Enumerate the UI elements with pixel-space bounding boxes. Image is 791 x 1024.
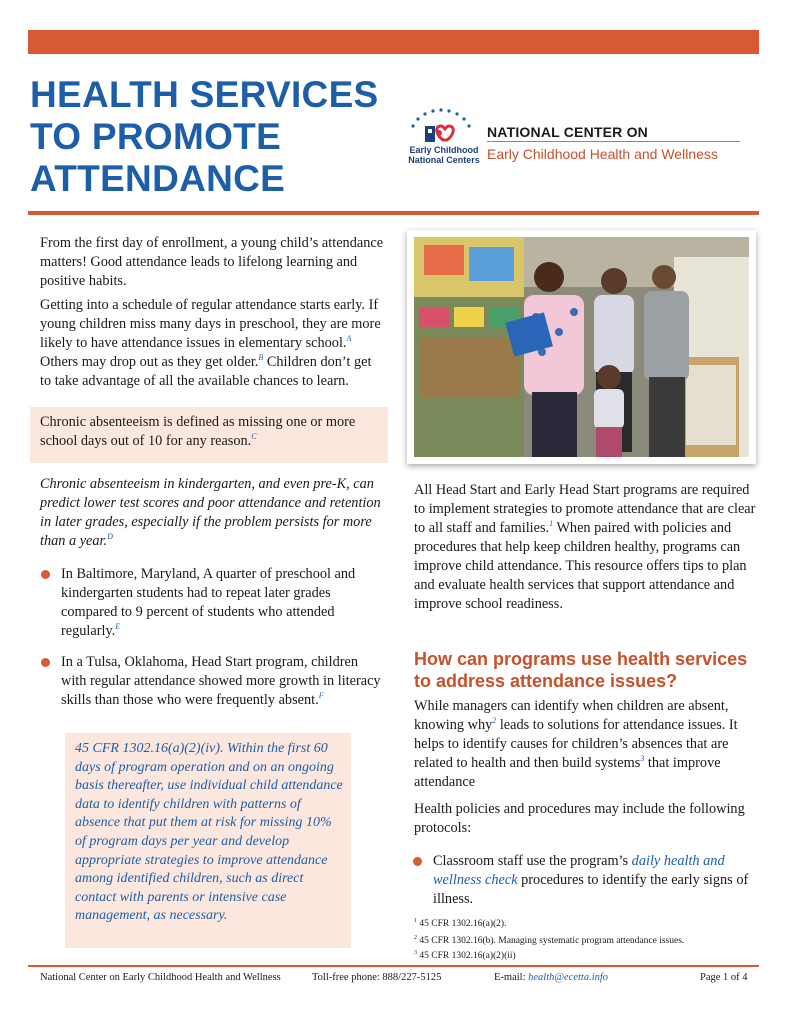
bullet-dot-icon [41,570,50,579]
title-line-1: HEALTH SERVICES [30,74,379,115]
title-line-2: TO PROMOTE [30,116,282,157]
classroom-photo-image [414,237,749,457]
daily-health-check-link[interactable]: daily health and wellness check [433,853,725,888]
footer-org: National Center on Early Childhood Health and Wellness [40,972,281,983]
top-accent-bar [28,30,759,54]
email-link[interactable]: health@ecetta.info [528,972,609,983]
center-name-line-1: NATIONAL CENTER ON [487,124,648,140]
bullet-tulsa: In a Tulsa, Oklahoma, Head Start program, children with regular attendance showed more growth in literacy skills than those who were frequently absent.$^F$ [61,653,386,710]
header-divider [28,211,759,215]
center-name-line-2: Early Childhood Health and Wellness [487,146,718,162]
section-heading: How can programs use health services to address attendance issues? [414,649,748,691]
footnote-1: $^1$ 45 CFR 1302.16(a)(2). [414,918,507,930]
managers-paragraph: While managers can identify when children are absent, knowing why$^2$ leads to solutions for attendance issues. It helps to identify causes for children’s absences that are related to health and then build systems$^3$ that improve attendance [414,698,738,790]
regulation-box: 45 CFR 1302.16(a)(2)(iv). Within the first 60 days of program operation and on an ongoing basis thereafter, use individual child attendance data to identify children with patterns of absence that put them at risk for missing 10% of program days per year and develop appropriate strategies to improve attendance among identified children, such as direct contact with parents or intensive case management, as necessary. [65,733,351,948]
footer-email: E-mail: health@ecetta.info [494,972,609,983]
footnote-2: $^2$ 45 CFR 1302.16(b). Managing systematic program attendance issues. [414,935,685,947]
bullet-daily-health-check: Classroom staff use the program’s daily health and wellness check procedures to identify the early signs of illness. [433,852,758,909]
center-name-rule [487,141,740,142]
footer-rule [28,965,759,967]
footnote-3: $^3$ 45 CFR 1302.16(a)(2)(ii) [414,950,516,962]
absenteeism-italic-paragraph: Chronic absenteeism in kindergarten, and even pre-K, can predict lower test scores and poor attendance and retention in later grades, especially if the problem persists for more than a year.$^D$ [40,476,381,549]
title-line-3: ATTENDANCE [30,158,286,199]
bullet-baltimore: In Baltimore, Maryland, A quarter of preschool and kindergarten students had to repeat later grades compared to 9 percent of students who attended regularly.$^E$ [61,565,386,641]
footer-phone: Toll-free phone: 888/227-5125 [312,972,442,983]
schedule-paragraph: Getting into a schedule of regular attendance starts early. If young children miss many days in preschool, they are more likely to have attendance issues in elementary school.$^A$ Others may drop out as they get older.$^B$ Children don’t get to take advantage of all the available chances to learn. [40,297,381,389]
bullet-dot-icon [41,658,50,667]
intro-paragraph: From the first day of enrollment, a young child’s attendance matters! Good attendance leads to lifelong learning and positive habits. [40,235,384,289]
page-title [30,74,400,200]
footer-page-number: Page 1 of 4 [700,972,748,983]
bullet-dot-icon [413,857,422,866]
requirements-paragraph: All Head Start and Early Head Start programs are required to implement strategies to promote attendance that are clear to all staff and families.$^1$ When paired with policies and procedures that help keep children healthy, programs can improve child attendance. This resource offers tips to plan and evaluate health services that support attendance and improve school readiness. [414,482,756,612]
protocols-paragraph: Health policies and procedures may include the following protocols: [414,801,745,836]
logo-caption: Early Childhood National Centers [408,145,480,165]
definition-callout: Chronic absenteeism is defined as missing one or more school days out of 10 for any reason.$^C$ [30,407,388,463]
classroom-photo [407,230,756,464]
